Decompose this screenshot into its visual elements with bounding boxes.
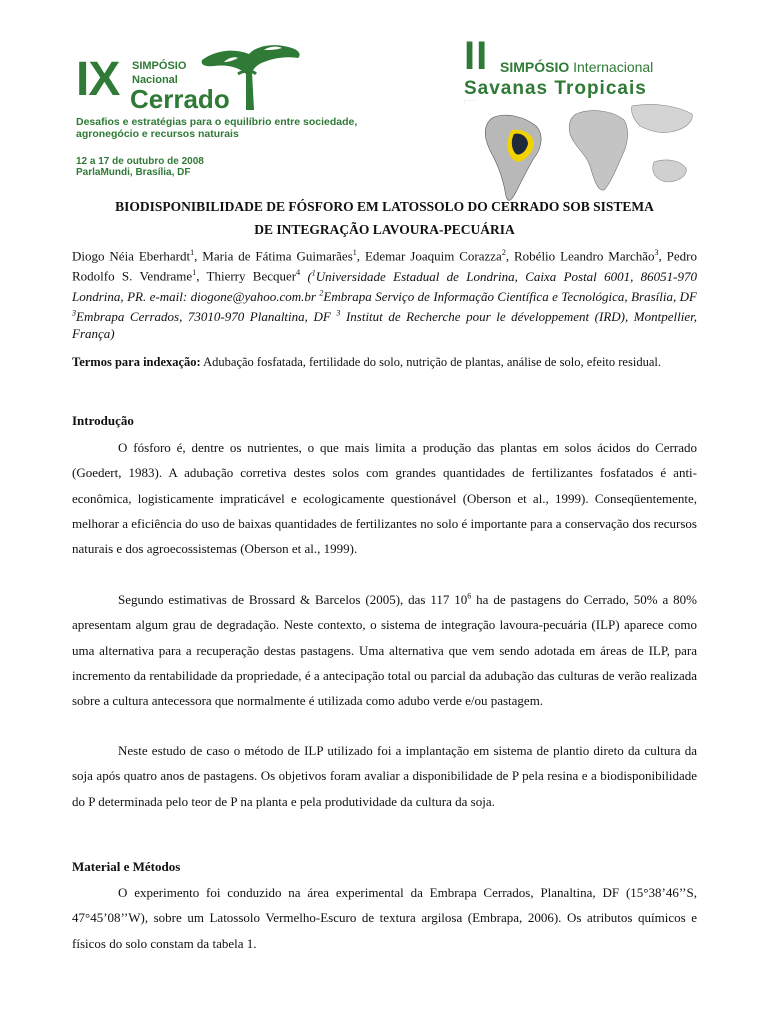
logo-simposio-label: SIMPÓSIO xyxy=(132,60,187,72)
author-name: Pedro Rodolfo S. Vendrame xyxy=(72,248,698,284)
paper-title-line-1: BIODISPONIBILIDADE DE FÓSFORO EM LATOSSOLO DO CERRADO SOB SISTEMA xyxy=(115,199,654,214)
affiliation: Embrapa Serviço de Informação Científica e Tecnológica, Brasília, DF xyxy=(323,288,697,304)
event-venue: ParlaMundi, Brasília, DF xyxy=(76,167,191,178)
author-name: Thierry Becquer xyxy=(206,268,297,284)
logo-subtitle: Desafios e estratégias para o equilíbrio entre sociedade, agronegócio e recursos naturais xyxy=(76,116,358,140)
author-list: Diogo Néia Eberhardt$^1$, Maria de Fátima Guimarães$^1$, Edemar Joaquim Corazza$^2$, Robélio Leandro Marchão$^3$, Pedro Rodolfo S. Vendrame$^1$, Thierry Becquer$^4$ ($^1$Universidade Estadual de Londrina, Caixa Postal 6001, 86051-970 Londrina, PR. e-mail: diogone@yahoo.com.br $^2$Embrapa Serviço de Informação Científica e Tecnológica, Brasília, DF $^3$Embrapa Cerrados, 73010-970 Planaltina, DF $^3$ Institut de Recherche pour le développement (IRD), Montpellier, França) xyxy=(72,248,698,342)
logo-savanas-tropicais: Savanas Tropicais xyxy=(464,78,647,99)
paper-title-line-2: DE INTEGRAÇÃO LAVOURA-PECUÁRIA xyxy=(254,222,515,237)
author-name: Robélio Leandro Marchão xyxy=(514,248,655,264)
affiliation: Institut de Recherche pour le développement (IRD), Montpellier, França) xyxy=(72,309,697,342)
logo-nacional-label: Nacional xyxy=(132,74,178,86)
logo-cerrado-label: Cerrado xyxy=(130,84,230,114)
index-terms xyxy=(72,354,697,371)
affiliation: Embrapa Cerrados, 73010-970 Planaltina, DF xyxy=(76,309,331,325)
paragraph: O fósforo é, dentre os nutrientes, o que mais limita a produção das plantas em solos ácidos do Cerrado (Goedert, 1983). A adubação corretiva destes solos com grandes quantidades de fertilizantes fosfatados é anti-econômica, logisticamente impraticável e ecologicamente questionável (Oberson et al., 1999). Conseqüentemente, melhorar a eficiência do uso de baixas quantidades de fertilizantes no solo é importante para a conservação dos recursos naturais e dos agroecossistemas (Oberson et al., 1999). xyxy=(72,440,697,557)
logo-numeral-ii: II xyxy=(464,34,489,78)
paragraph: Neste estudo de caso o método de ILP utilizado foi a implantação em sistema de plantio direto da cultura da soja após quatro anos de pastagens. Os objetivos foram avaliar a disponibilidade de P pela resina e a biodisponibilidade do P determinada pelo teor de P na planta e pela produtividade da cultura da soja. xyxy=(72,743,697,809)
superscript: 6 xyxy=(467,591,472,601)
logo-simposio-word: SIMPÓSIO xyxy=(500,59,570,75)
paper-title xyxy=(72,195,697,241)
logo-internacional-word: Internacional xyxy=(573,59,654,75)
section-heading-material-metodos: Material e Métodos xyxy=(72,859,181,874)
page-header xyxy=(0,0,768,190)
world-savanas-map-icon xyxy=(464,100,698,210)
logo-numeral-ix: IX xyxy=(76,53,120,106)
author-name: Diogo Néia Eberhardt xyxy=(72,248,191,264)
index-terms-text: Adubação fosfatada, fertilidade do solo, nutrição de plantas, análise de solo, efeito residual. xyxy=(203,355,661,369)
paragraph-text: ha de pastagens do Cerrado, 50% a 80% apresentam algum grau de degradação. Neste contexto, o sistema de integração lavoura-pecuária (ILP) aparece como uma alternativa para a recuperação destas pastagens. Uma alternativa que vem sendo adotada em áreas de ILP, para incremento da rentabilidade da propriedade, é a antecipação total ou parcial da adubação das culturas de verão realizada sobre a cultura antecessora que normalmente é utilizada como adubo verde e/ou pastagem. xyxy=(72,592,697,709)
savanas-tropicais-logo xyxy=(464,34,704,178)
section-heading-introducao: Introdução xyxy=(72,413,134,428)
simposio-cerrado-logo xyxy=(76,36,406,181)
author-name: Maria de Fátima Guimarães xyxy=(202,248,353,264)
index-terms-label: Termos para indexação: xyxy=(72,355,201,369)
cerrado-tree-icon xyxy=(194,40,304,112)
paragraph-text: Segundo estimativas de Brossard & Barcelos (2005), das 117 10 xyxy=(118,592,468,607)
logo-simposio-internacional xyxy=(500,59,653,75)
event-date-venue xyxy=(76,156,204,178)
paragraph: O experimento foi conduzido na área experimental da Embrapa Cerrados, Planaltina, DF (15°38’46’’S, 47°45’08’’W), sobre um Latossolo Vermelho-Escuro de textura argilosa (Embrapa, 2006). Os atributos químicos e físicos do solo constam da tabela 1. xyxy=(72,885,697,951)
author-name: Edemar Joaquim Corazza xyxy=(364,248,502,264)
paragraph xyxy=(72,587,697,713)
event-date: 12 a 17 de outubro de 2008 xyxy=(76,156,204,167)
affiliation: Universidade Estadual de Londrina, Caixa Postal 6001, 86051-970 Londrina, PR. e-mail: diogone@yahoo.com.br xyxy=(72,268,697,304)
